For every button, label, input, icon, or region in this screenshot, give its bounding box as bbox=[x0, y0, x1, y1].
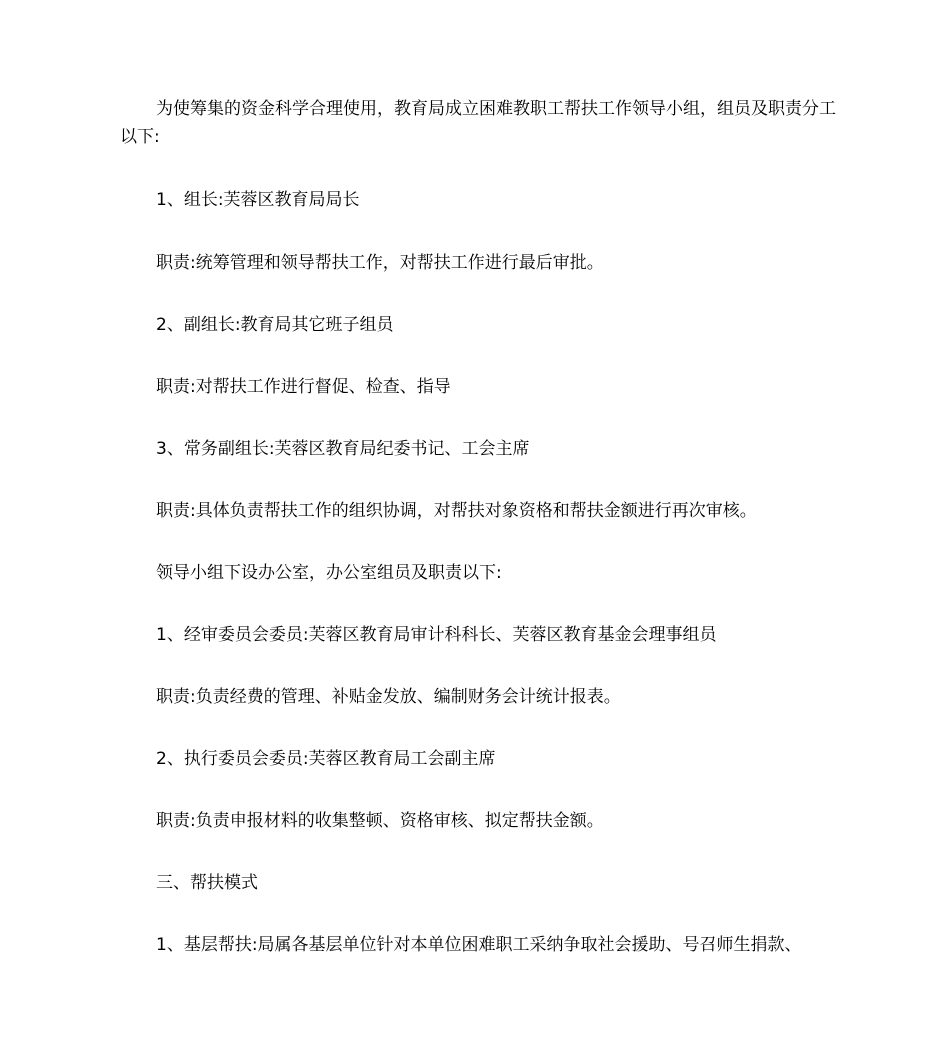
audit-committee-duty: 职责:负责经费的管理、补贴金发放、编制财务会计统计报表。 bbox=[156, 687, 621, 707]
office-intro: 领导小组下设办公室，办公室组员及职责以下: bbox=[156, 563, 502, 583]
executive-committee-item: 2、执行委员会委员:芙蓉区教育局工会副主席 bbox=[156, 749, 496, 769]
executive-deputy-item: 3、常务副组长:芙蓉区教育局纪委书记、工会主席 bbox=[156, 439, 530, 459]
deputy-leader-duty: 职责:对帮扶工作进行督促、检查、指导 bbox=[156, 377, 451, 397]
intro-paragraph: 为使筹集的资金科学合理使用，教育局成立困难教职工帮扶工作领导小组，组员及职责分工以下: bbox=[120, 99, 836, 147]
leader-item: 1、组长:芙蓉区教育局局长 bbox=[156, 190, 360, 210]
leader-duty: 职责:统筹管理和领导帮扶工作，对帮扶工作进行最后审批。 bbox=[156, 253, 604, 273]
grassroots-assistance-item: 1、基层帮扶:局属各基层单位针对本单位困难职工采纳争取社会援助、号召师生捐款、 bbox=[156, 935, 802, 955]
executive-deputy-duty: 职责:具体负责帮扶工作的组织协调，对帮扶对象资格和帮扶金额进行再次审核。 bbox=[156, 501, 757, 521]
audit-committee-item: 1、经审委员会委员:芙蓉区教育局审计科科长、芙蓉区教育基金会理事组员 bbox=[156, 625, 717, 645]
section-heading-assistance-mode: 三、帮扶模式 bbox=[156, 873, 258, 893]
executive-committee-duty: 职责:负责申报材料的收集整顿、资格审核、拟定帮扶金额。 bbox=[156, 811, 604, 831]
deputy-leader-item: 2、副组长:教育局其它班子组员 bbox=[156, 315, 394, 335]
